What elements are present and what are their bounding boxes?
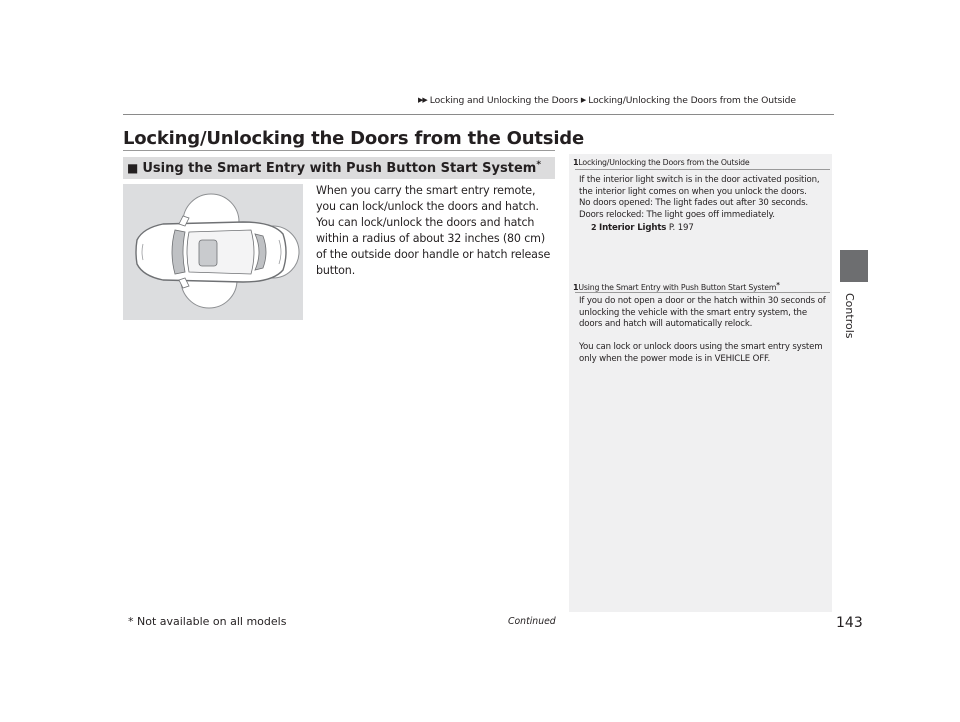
continued-label: Continued: [508, 616, 556, 627]
breadcrumb-item-1: Locking and Unlocking the Doors: [429, 95, 579, 106]
breadcrumb: [418, 95, 796, 106]
section-heading-text: Using the Smart Entry with Push Button Start System: [142, 161, 537, 176]
asterisk-mark: *: [536, 160, 542, 170]
note-1-heading: [573, 158, 750, 167]
header-rule: [123, 114, 834, 115]
asterisk-mark: *: [776, 281, 780, 289]
reference-page: P. 197: [668, 222, 694, 233]
note-2-body: [579, 296, 831, 366]
body-text: [316, 183, 554, 279]
breadcrumb-item-2: Locking/Unlocking the Doors from the Outside: [588, 95, 796, 106]
note-number-icon: 1: [573, 283, 579, 292]
note-2-text-1: If you do not open a door or the hatch within 30 seconds of unlocking the vehicle with the smart entry system, the doors and hatch will automatically relock.: [579, 296, 826, 330]
breadcrumb-arrow-icon: ▶: [580, 96, 586, 104]
breadcrumb-arrow-icon: ▶▶: [418, 96, 427, 104]
note-2-text-2: You can lock or unlock doors using the smart entry system only when the power mode is in VEHICLE OFF.: [579, 342, 823, 364]
car-top-view-illustration: [123, 184, 303, 320]
footnote: * Not available on all models: [128, 615, 287, 628]
reference-arrow-icon: 2: [591, 222, 597, 232]
page-number: 143: [836, 615, 863, 631]
title-rule: [123, 150, 555, 151]
note-1-text-1: If the interior light switch is in the door activated position, the interior light comes on when you unlock the doors.: [579, 175, 820, 197]
note-2-title: Using the Smart Entry with Push Button Start System: [578, 283, 777, 292]
note-1-text-3: Doors relocked: The light goes off immediately.: [579, 210, 775, 221]
note-1-text-2: No doors opened: The light fades out after 30 seconds.: [579, 198, 808, 209]
note-2-spacer: [579, 331, 831, 342]
note-2-rule: [575, 292, 830, 293]
square-bullet-icon: ■: [127, 161, 139, 175]
reference-label: Interior Lights: [599, 222, 667, 233]
chapter-tab-label: Controls: [843, 293, 856, 339]
body-paragraph-2: You can lock/unlock the doors and hatch within a radius of about 32 inches (80 cm) of the outside door handle or hatch release button.: [316, 216, 551, 277]
note-1-rule: [575, 169, 830, 170]
note-2-heading: [573, 281, 780, 292]
chapter-tab: [840, 250, 868, 282]
note-1-body: [579, 175, 831, 235]
note-1-reference-link[interactable]: [591, 222, 831, 235]
car-top-view-icon: [123, 184, 303, 320]
page-title: Locking/Unlocking the Doors from the Outside: [123, 128, 584, 149]
section-heading: [127, 160, 541, 176]
note-number-icon: 1: [573, 158, 579, 167]
note-1-title: Locking/Unlocking the Doors from the Outside: [578, 158, 750, 167]
body-paragraph-1: When you carry the smart entry remote, you can lock/unlock the doors and hatch.: [316, 184, 539, 213]
